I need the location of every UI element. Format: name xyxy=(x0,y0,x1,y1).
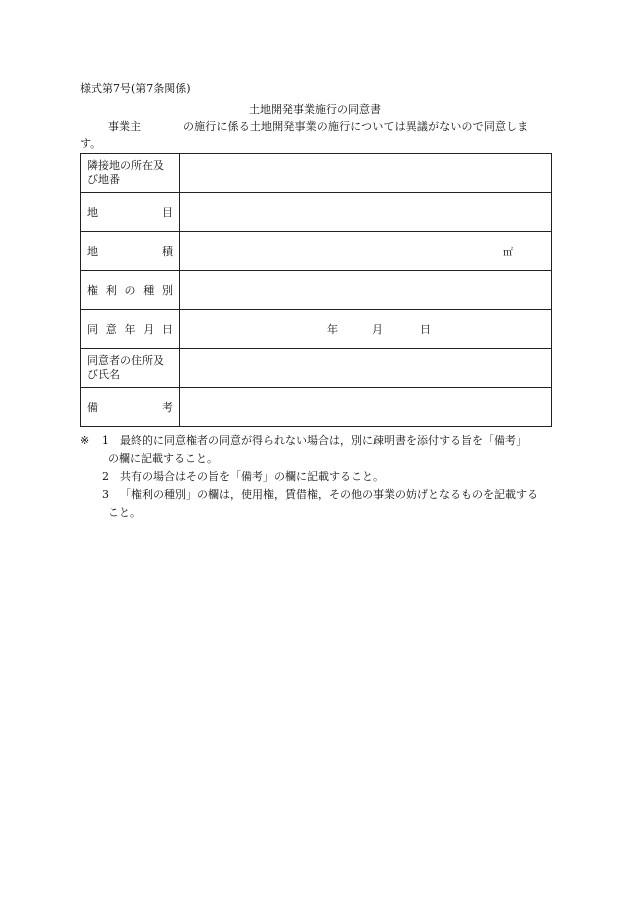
land-area-field[interactable] xyxy=(180,232,552,271)
square-meter-unit: ㎡ xyxy=(503,247,513,259)
consenter-address-name-field[interactable] xyxy=(180,349,552,388)
consenter-address-name-label: 同意者の住所及び氏名 xyxy=(81,349,180,388)
note-mark: ※ xyxy=(80,434,90,447)
adjacent-land-location-field[interactable] xyxy=(180,154,552,193)
date-month-label: 月 xyxy=(372,323,383,336)
note-number: 1 xyxy=(102,434,109,447)
notes-section xyxy=(80,432,560,522)
consent-date-field[interactable] xyxy=(180,310,552,349)
note-text: 共有の場合はその旨を「備考」の欄に記載すること。 xyxy=(120,470,384,483)
land-category-label: 地 目 xyxy=(81,193,180,232)
land-category-field[interactable] xyxy=(180,193,552,232)
consent-text-continuation: す。 xyxy=(80,137,102,150)
table-row-remarks xyxy=(81,388,552,427)
applicant-label: 事業主 xyxy=(108,120,141,133)
right-type-label: 権 利 の 種 別 xyxy=(81,271,180,310)
land-area-label: 地 積 xyxy=(81,232,180,271)
note-continuation xyxy=(80,450,560,468)
table-row-land-area xyxy=(81,232,552,271)
table-row-right-type xyxy=(81,271,552,310)
note-text: 「権利の種別」の欄は，使用権，賃借権，その他の事業の妨げとなるものを記載する xyxy=(120,488,538,501)
note-item xyxy=(80,432,560,450)
table-row-adjacent-land xyxy=(81,154,552,193)
date-year-label: 年 xyxy=(327,323,338,336)
remarks-label: 備 考 xyxy=(81,388,180,427)
note-item xyxy=(80,486,560,504)
right-type-field[interactable] xyxy=(180,271,552,310)
date-day-label: 日 xyxy=(420,323,431,336)
form-number: 様式第7号(第7条関係) xyxy=(80,82,191,95)
consent-text: の施行に係る土地開発事業の施行については異議がないので同意しま xyxy=(183,120,529,133)
note-continuation xyxy=(80,504,560,522)
consent-statement xyxy=(80,118,560,152)
note-item xyxy=(80,468,560,486)
consent-form-table xyxy=(80,153,552,427)
note-number: 3 xyxy=(102,488,109,501)
document-title: 土地開発事業施行の同意書 xyxy=(249,103,381,116)
table-row-land-category xyxy=(81,193,552,232)
consent-date-label: 同 意 年 月 日 xyxy=(81,310,180,349)
table-row-consent-date xyxy=(81,310,552,349)
note-number: 2 xyxy=(102,470,109,483)
remarks-field[interactable] xyxy=(180,388,552,427)
note-text: 最終的に同意権者の同意が得られない場合は，別に疎明書を添付する旨を「備考」 xyxy=(120,434,527,447)
adjacent-land-location-label: 隣接地の所在及び地番 xyxy=(81,154,180,193)
note-text-continuation: こと。 xyxy=(108,506,141,519)
note-text-continuation: の欄に記載すること。 xyxy=(108,452,218,465)
table-row-consenter xyxy=(81,349,552,388)
